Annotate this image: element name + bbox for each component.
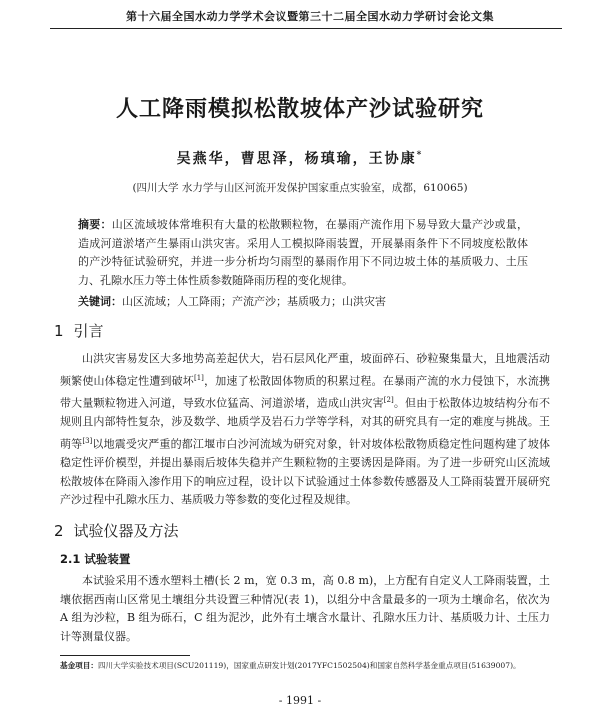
keywords [78, 294, 528, 310]
footnote-rule [60, 655, 190, 656]
section-heading-introduction [54, 320, 104, 341]
author-list [0, 148, 600, 168]
section-title: 引言 [73, 322, 104, 340]
keywords-text: 山区流域；人工降雨；产流产沙；基质吸力；山洪灾害 [122, 295, 386, 308]
section-number: 2 [54, 522, 64, 540]
page-number: - 1991 - [278, 694, 322, 707]
citation: [2] [383, 395, 394, 404]
paragraph-text: ，加速了松散固体物质的积累过程。在暴雨产流的水力侵蚀下，水流携带大量颗粒物进入河道，导致水位猛高、河道淤堵，造成山洪灾害 [60, 374, 551, 410]
corresponding-author-mark: * [416, 150, 424, 161]
methods-paragraph: 本试验采用不透水塑料土槽(长 2 m，宽 0.3 m，高 0.8 m)，上方配有自定义人工降雨装置，土壤依据西南山区常见土壤组分共设置三种情况(表 1)，以组分中含量最多的一项为土壤命名，依次为 A 组为沙粒，B 组为砾石，C 组为泥沙，此外有土壤含水量计、孔隙水压力计、基质吸力计、土压力计等测量仪器。 [60, 574, 550, 643]
abstract [78, 216, 528, 290]
paragraph-text: 以地震受灾严重的都江堰市白沙河流域为研究对象，针对坡体松散物质稳定性问题构建了坡体稳定性评价模型，并提出暴雨后坡体失稳并产生颗粒物的主要诱因是降雨。为了进一步研究山区流域松散坡体在降雨入渗作用下的响应过程，设计以下试验通过土体参数传感器及人工降雨装置开展研究产沙过程中孔隙水压力、基质吸力等参数的变化过程及规律。 [60, 437, 551, 507]
citation: [1] [193, 373, 204, 382]
funding-footnote [60, 660, 550, 671]
paper-title: 人工降雨模拟松散坡体产沙试验研究 [115, 97, 484, 122]
affiliation: (四川大学 水力学与山区河流开发保护国家重点实验室，成都，610065) [132, 182, 468, 194]
paragraph-text: 。但由于松散体边坡结构分布不规则且内部特性复杂，涉及数学、地质学及岩石力学等学科，对其的研究具有一定的难度与挑战。王萌等 [60, 396, 551, 451]
abstract-label: 摘要： [78, 218, 112, 231]
section-heading-methods [54, 520, 179, 541]
footnote-text: 四川大学实验技术项目(SCU201119)，国家重点研发计划(2017YFC1502504)和国家自然科学基金重点项目(51639007)。 [97, 661, 521, 670]
section-number: 1 [54, 322, 64, 340]
header-rule [50, 28, 562, 29]
subsection-heading-apparatus [60, 551, 130, 567]
paragraph-text: 山洪灾害易发区大多地势高差起伏大，岩石层风化严重，坡面碎石、砂粒聚集量大，且地震活动频繁使山体稳定性遭到破坏 [60, 352, 550, 388]
abstract-text: 山区流域坡体常堆积有大量的松散颗粒物，在暴雨产流作用下易导致大量产沙或量，造成河道淤堵产生暴雨山洪灾害。采用人工模拟降雨装置，开展暴雨条件下不同坡度松散体的产沙特征试验研究，并进一步分析均匀雨型的暴雨作用下不同边坡土体的基质吸力、土压力、孔隙水压力等土体性质参数随降雨历程的变化规律。 [78, 218, 529, 287]
section-title: 试验仪器及方法 [73, 522, 179, 540]
subsection-title: 试验装置 [84, 552, 131, 566]
citation: [3] [82, 436, 93, 445]
subsection-number: 2.1 [60, 552, 81, 566]
footnote-label: 基金项目： [60, 661, 98, 670]
keywords-label: 关键词： [78, 295, 122, 308]
running-head: 第十六届全国水动力学学术会议暨第三十二届全国水动力学研讨会论文集 [126, 10, 494, 23]
introduction-paragraph [60, 350, 550, 510]
author-names: 吴燕华，曹思泽，杨瑱瑜，王协康 [176, 151, 417, 167]
